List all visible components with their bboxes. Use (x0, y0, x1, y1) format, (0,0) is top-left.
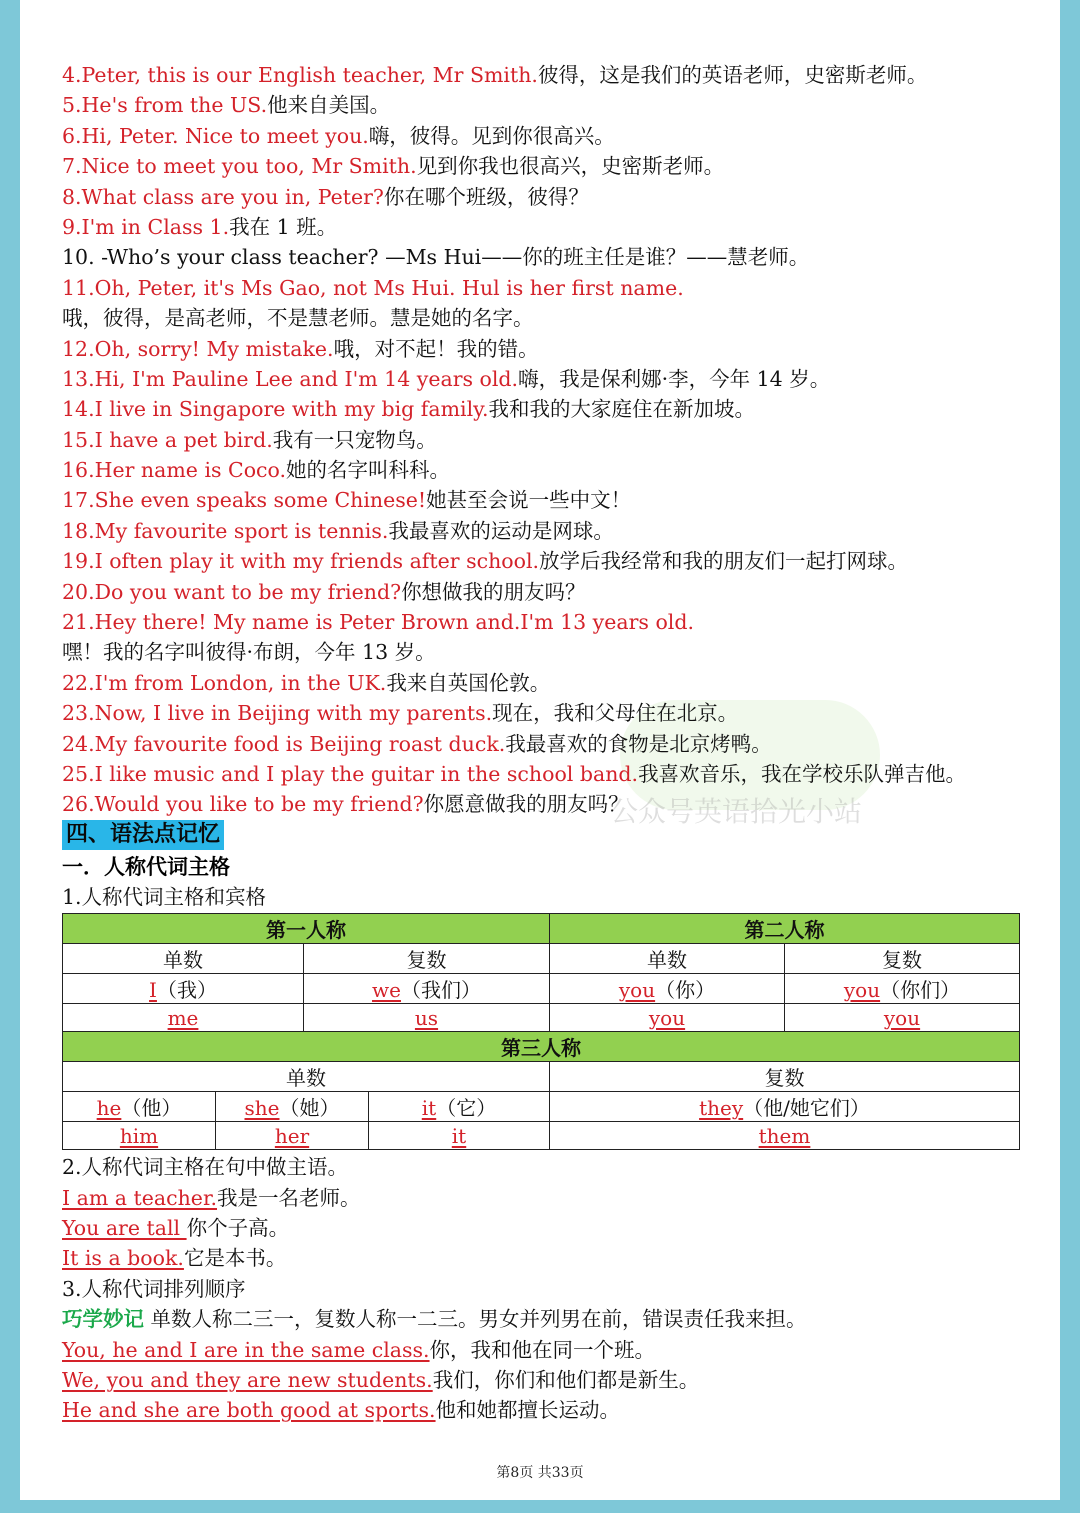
fp-singular-subject: I（我） (63, 974, 304, 1004)
point-2-example: You are tall 你个子高。 (62, 1215, 290, 1240)
header-third-person: 第三人称 (63, 1032, 1020, 1062)
sentence-english: 6.Hi, Peter. Nice to meet you. (62, 123, 369, 148)
sentence-line (62, 151, 1022, 181)
sentence-chinese: 你愿意做我的朋友吗？ (423, 792, 629, 817)
subsection-title: 一．人称代词主格 (62, 854, 230, 879)
sp-plural-subject: you（你们） (785, 974, 1020, 1004)
tp-singular-label: 单数 (63, 1062, 550, 1092)
page-footer: 第8页 共33页 (496, 1465, 584, 1481)
point-3-example: You, he and I are in the same class.你，我和他在同一个班。 (62, 1337, 656, 1362)
sentence-chinese: 你在哪个班级，彼得？ (383, 184, 589, 209)
sentence-chinese: 我来自英国伦敦。 (386, 670, 551, 695)
sp-plural-object: you (785, 1004, 1020, 1032)
sentence-line (62, 364, 1022, 394)
sentence-english: 24.My favourite food is Beijing roast duck. (62, 731, 506, 756)
sentence-english: 4.Peter, this is our English teacher, Mr Smith. (62, 63, 538, 87)
sentence-line (62, 242, 1022, 272)
sp-singular-subject: you（你） (550, 974, 785, 1004)
sentence-english: 9.I'm in Class 1. (62, 214, 230, 239)
sentence-chinese: 他来自美国。 (267, 93, 391, 118)
sentence-line (62, 577, 1022, 607)
sentence-english: 21.Hey there! My name is Peter Brown and.I'm 13 years old. (62, 610, 694, 635)
sentence-line (62, 516, 1022, 546)
fp-plural-label: 复数 (304, 944, 550, 974)
sentence-chinese: 嗨，彼得。见到你很高兴。 (368, 123, 615, 148)
sentence-chinese: 我最喜欢的食物是北京烤鸭。 (505, 731, 772, 756)
section-title: 四、语法点记忆 (62, 820, 224, 850)
sentence-english: 19.I often play it with my friends after school. (62, 549, 540, 574)
fp-plural-object: us (304, 1004, 550, 1032)
sentence-chinese: 嗨，我是保利娜·李，今年 14 岁。 (518, 366, 831, 391)
point-2-title: 2.人称代词主格在句中做主语。 (62, 1155, 349, 1180)
sp-singular-object: you (550, 1004, 785, 1032)
sentence-english: 13.Hi, I'm Pauline Lee and I'm 14 years old. (62, 366, 519, 391)
sentence-line (62, 334, 1022, 364)
sentence-english: 26.Would you like to be my friend? (62, 792, 424, 817)
sentence-chinese: 我最喜欢的运动是网球。 (388, 518, 614, 543)
tp-they-subject: they（他/她它们） (550, 1092, 1020, 1122)
sentence-chinese: 你想做我的朋友吗？ (401, 579, 586, 604)
sentence-english: 11.Oh, Peter, it's Ms Gao, not Ms Hui. Hul is her first name. (62, 275, 684, 300)
section-header (62, 820, 1022, 852)
sentence-english: 8.What class are you in, Peter? (62, 184, 384, 209)
sentence-english: 16.Her name is Coco. (62, 458, 287, 483)
sentence-chinese: 现在，我和父母住在北京。 (492, 701, 739, 726)
tp-he-subject: he（他） (63, 1092, 216, 1122)
sentence-english: 23.Now, I live in Beijing with my parents. (62, 701, 493, 726)
sp-singular-label: 单数 (550, 944, 785, 974)
sentence-line (62, 212, 1022, 242)
tp-her-object: her (216, 1122, 369, 1150)
sentence-english: 22.I'm from London, in the UK. (62, 670, 387, 695)
sentence-line (62, 273, 1022, 303)
sentence-chinese: 我在 1 班。 (229, 214, 338, 239)
memory-tip-label: 巧学妙记 (62, 1307, 144, 1332)
watermark: 公众号英语拾光小站 (610, 795, 863, 828)
document-page (20, 0, 1060, 1500)
sentence-line (62, 637, 1022, 667)
sentence-english: 12.Oh, sorry! My mistake. (62, 336, 334, 361)
sentence-english: 5.He's from the US. (62, 93, 268, 118)
sentence-chinese: 彼得，这是我们的英语老师，史密斯老师。 (537, 63, 928, 87)
sentence-chinese: 我和我的大家庭住在新加坡。 (488, 397, 756, 422)
fp-plural-subject: we（我们） (304, 974, 550, 1004)
sentence-chinese: 哦，彼得，是高老师，不是慧老师。慧是她的名字。 (62, 306, 534, 331)
tp-plural-label: 复数 (550, 1062, 1020, 1092)
pronoun-table (62, 913, 1020, 1150)
sentence-line (62, 90, 1022, 120)
sentence-chinese: 嘿！我的名字叫彼得·布朗，今年 13 岁。 (62, 640, 436, 665)
memory-tip (62, 1304, 1022, 1334)
tp-them-object: them (550, 1122, 1020, 1150)
sentence-line (62, 759, 1022, 789)
page-content (62, 60, 1022, 1426)
point-3-example: He and she are both good at sports.他和她都擅长运动。 (62, 1398, 621, 1423)
sentence-line (62, 729, 1022, 759)
sentence-english: 7.Nice to meet you too, Mr Smith. (62, 154, 417, 179)
point-3-title: 3.人称代词排列顺序 (62, 1276, 246, 1301)
point-2-example: I am a teacher.我是一名老师。 (62, 1185, 361, 1210)
point-1-title: 1.人称代词主格和宾格 (62, 884, 267, 909)
sentence-line (62, 121, 1022, 151)
sentence-chinese: 放学后我经常和我的朋友们一起打网球。 (539, 549, 909, 574)
header-first-person: 第一人称 (63, 914, 550, 944)
sentence-line (62, 303, 1022, 333)
memory-tip-text: 单数人称二三一，复数人称一二三。男女并列男在前，错误责任我来担。 (144, 1307, 807, 1332)
sentence-line (62, 789, 1022, 819)
sentence-line (62, 668, 1022, 698)
sentence-chinese: 她的名字叫科科。 (286, 458, 451, 483)
tp-she-subject: she（她） (216, 1092, 369, 1122)
sentence-list (62, 60, 1022, 820)
point-3-example: We, you and they are new students.我们，你们和他们都是新生。 (62, 1367, 700, 1392)
sentence-english: 17.She even speaks some Chinese! (62, 488, 427, 513)
sentence-english: 25.I like music and I play the guitar in the school band. (62, 761, 639, 786)
sentence-line (62, 607, 1022, 637)
sentence-line (62, 182, 1022, 212)
sentence-chinese: 哦，对不起！我的错。 (333, 336, 539, 361)
point-2-example: It is a book.它是本书。 (62, 1246, 287, 1271)
sentence-line (62, 455, 1022, 485)
sp-plural-label: 复数 (785, 944, 1020, 974)
sentence-english: 15.I have a pet bird. (62, 427, 273, 452)
sentence-chinese: 我喜欢音乐，我在学校乐队弹吉他。 (638, 761, 967, 786)
sentence-line (62, 698, 1022, 728)
sentence-line (62, 60, 1022, 90)
header-second-person: 第二人称 (550, 914, 1020, 944)
sentence-english: 14.I live in Singapore with my big family. (62, 397, 489, 422)
sentence-english: 20.Do you want to be my friend? (62, 579, 402, 604)
sentence-line (62, 425, 1022, 455)
sentence-line (62, 485, 1022, 515)
sentence-chinese: 见到你我也很高兴，史密斯老师。 (416, 154, 725, 179)
sentence-chinese: 她甚至会说一些中文！ (426, 488, 632, 513)
tp-him-object: him (63, 1122, 216, 1150)
sentence-chinese: 10. -Who’s your class teacher? —Ms Hui——你的班主任是谁？——慧老师。 (62, 245, 810, 270)
tp-it-subject: it（它） (369, 1092, 550, 1122)
sentence-line (62, 546, 1022, 576)
sentence-line (62, 394, 1022, 424)
sentence-english: 18.My favourite sport is tennis. (62, 518, 389, 543)
sentence-chinese: 我有一只宠物鸟。 (272, 427, 437, 452)
fp-singular-object: me (63, 1004, 304, 1032)
tp-it-object: it (369, 1122, 550, 1150)
fp-singular-label: 单数 (63, 944, 304, 974)
